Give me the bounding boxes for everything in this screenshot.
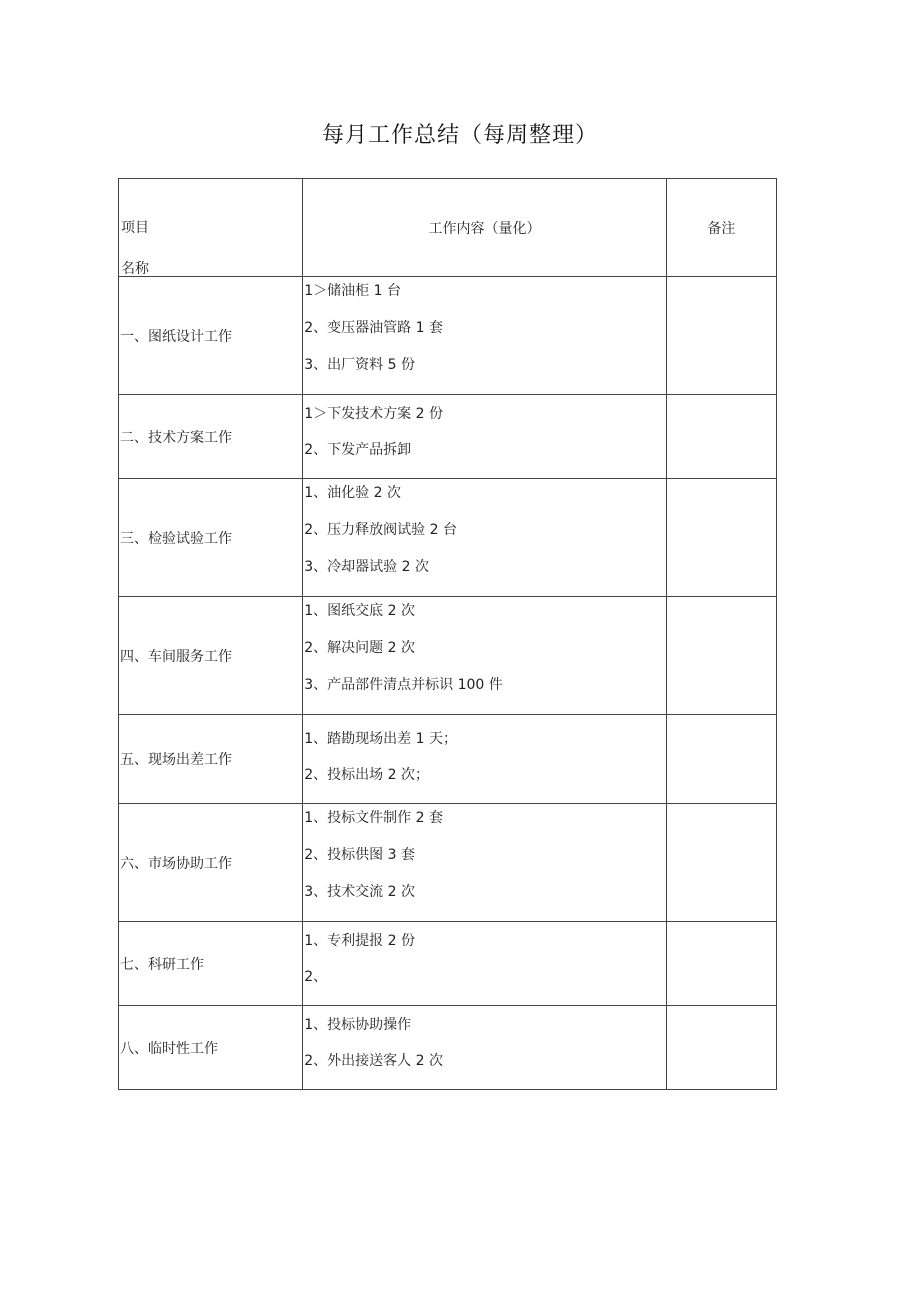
content-item: 2、压力释放阀试验 2 台 — [304, 522, 457, 538]
table-body — [119, 277, 777, 1090]
row-remark-cell — [666, 479, 776, 597]
content-item: 1、投标协助操作 — [304, 1017, 412, 1033]
table-row — [119, 277, 777, 395]
content-item: 1、专利提报 2 份 — [304, 933, 415, 949]
table-row — [119, 395, 777, 479]
row-content-cell — [303, 804, 667, 922]
row-remark-cell — [666, 804, 776, 922]
page-title: 每月工作总结（每周整理） — [321, 123, 598, 148]
row-remark-cell — [666, 715, 776, 804]
header-content-cell: 工作内容（量化） — [303, 179, 667, 277]
row-content-cell — [303, 715, 667, 804]
row-remark-cell — [666, 922, 776, 1006]
content-item: 2、解决问题 2 次 — [304, 640, 415, 656]
content-item: 3、出厂资料 5 份 — [304, 357, 415, 373]
content-item: 1、投标文件制作 2 套 — [304, 810, 443, 826]
table-row — [119, 1006, 777, 1090]
row-name-cell: 三、检验试验工作 — [119, 479, 303, 597]
content-item: 1、踏勘现场出差 1 天； — [304, 731, 457, 747]
row-name-cell: 四、车间服务工作 — [119, 597, 303, 715]
row-name-cell: 五、现场出差工作 — [119, 715, 303, 804]
header-item-name-cell — [119, 179, 303, 277]
content-item: 2、变压器油管路 1 套 — [304, 320, 443, 336]
content-item: 2、投标出场 2 次； — [304, 767, 429, 783]
row-remark-cell — [666, 1006, 776, 1090]
row-remark-cell — [666, 277, 776, 395]
content-item: 1、油化验 2 次 — [304, 485, 401, 501]
row-content-cell — [303, 277, 667, 395]
table-row — [119, 479, 777, 597]
row-content-cell — [303, 1006, 667, 1090]
header-name-label: 名称 — [121, 261, 149, 277]
row-name-cell: 一、图纸设计工作 — [119, 277, 303, 395]
table-row — [119, 715, 777, 804]
table-row — [119, 804, 777, 922]
content-item: 1＞储油柜 1 台 — [304, 283, 401, 299]
row-name-cell: 八、临时性工作 — [119, 1006, 303, 1090]
summary-table — [118, 178, 777, 1090]
header-remark-cell: 备注 — [666, 179, 776, 277]
row-name-cell: 二、技术方案工作 — [119, 395, 303, 479]
content-item: 1＞下发技术方案 2 份 — [304, 406, 443, 422]
row-remark-cell — [666, 395, 776, 479]
content-item: 1、图纸交底 2 次 — [304, 603, 415, 619]
content-item: 3、技术交流 2 次 — [304, 884, 415, 900]
table-row — [119, 597, 777, 715]
content-item: 2、下发产品拆卸 — [304, 442, 412, 458]
row-content-cell — [303, 922, 667, 1006]
content-item: 3、产品部件清点并标识 100 件 — [304, 677, 503, 693]
content-item: 3、冷却器试验 2 次 — [304, 559, 429, 575]
row-content-cell — [303, 395, 667, 479]
row-name-cell: 六、市场协助工作 — [119, 804, 303, 922]
row-remark-cell — [666, 597, 776, 715]
content-item: 2、投标供图 3 套 — [304, 847, 415, 863]
row-content-cell — [303, 597, 667, 715]
row-content-cell — [303, 479, 667, 597]
row-name-cell: 七、科研工作 — [119, 922, 303, 1006]
table-row — [119, 922, 777, 1006]
header-item-label: 项目 — [121, 220, 149, 236]
content-item: 2、 — [304, 969, 328, 985]
table-header-row — [119, 179, 777, 277]
content-item: 2、外出接送客人 2 次 — [304, 1053, 443, 1069]
